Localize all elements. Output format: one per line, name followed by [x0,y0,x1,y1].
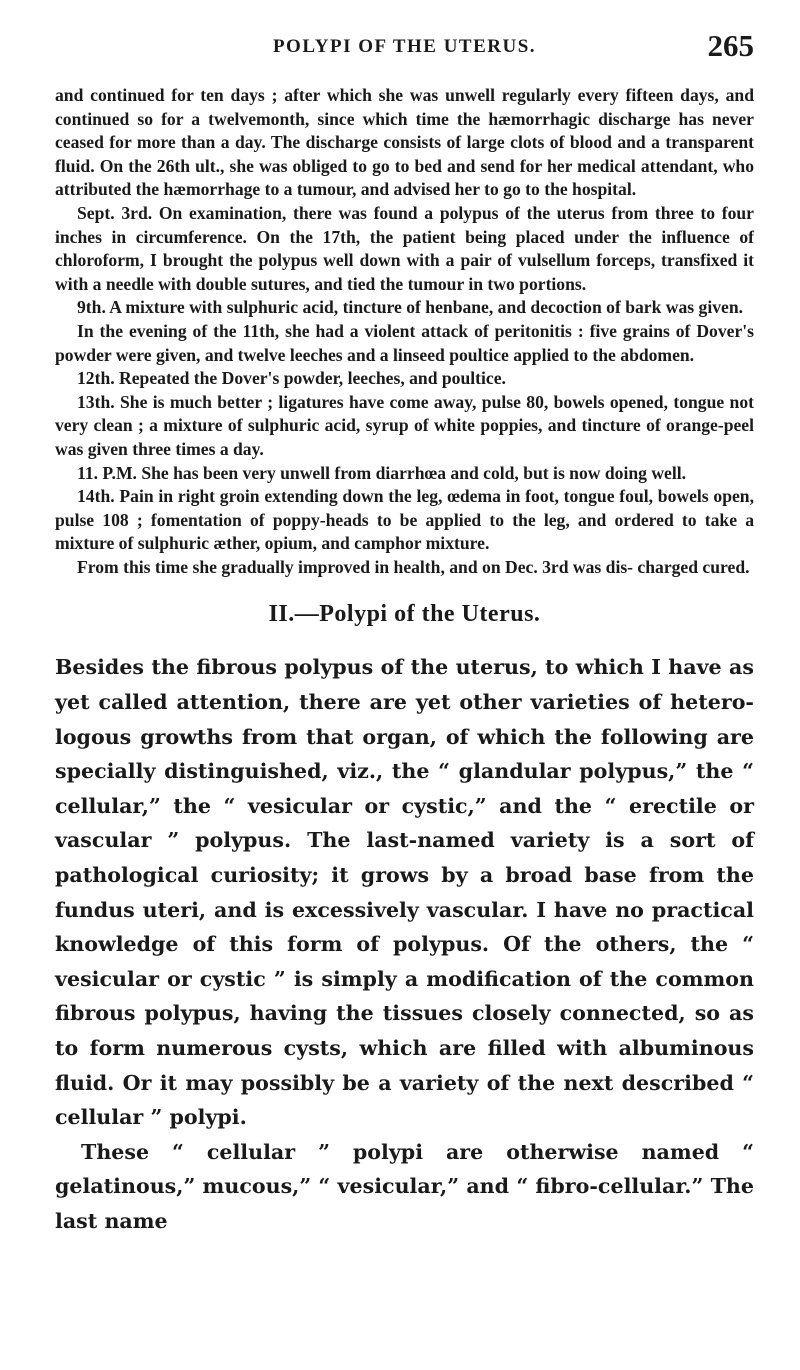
section-heading: II.—Polypi of the Uterus. [268,601,541,628]
section-body [55,650,754,1238]
case-paragraph: 14th. Pain in right groin extending down the leg, œdema in foot, tongue foul, bowels open, pulse 108 ; fomentation of poppy-heads to be applied to the leg, and ordered to take a mixture of sulphuric æther, opium, and camphor mixture. [55,486,754,554]
running-title: POLYPI OF THE UTERUS. [272,36,537,57]
case-paragraph: and continued for ten days ; after which she was unwell regularly every fifteen days, and continued so for a twelvemonth, since which time the hæmorrhagic discharge has never ceased for more than a day. The discharge consists of large clots of blood and a transparent fluid. On the 26th ult., she was obliged to go to bed and send for her medical attendant, who attributed the hæmorrhage to a tumour, and advised her to go to the hospital. [55,85,754,200]
case-notes [55,84,754,579]
case-paragraph: 13th. She is much better ; ligatures have come away, pulse 80, bowels opened, tongue not very clean ; a mixture of sulphuric acid, syrup of white poppies, and tincture of orange-peel was given three times a day. [55,391,754,459]
case-paragraph: 11. P.M. She has been very unwell from diarrhœa and cold, but is now doing well. [77,462,687,483]
body-paragraph: Besides the fibrous polypus of the uterus, to which I have as yet called attention, there are yet other varieties of hetero- logous growths from that organ, of which the following are specially distinguished, viz., the “ glandular polypus,” the “ cellular,” the “ vesicular or cystic,” and the “ erectile or vascular ” polypus. The last-named variety is a sort of pathological curiosity; it grows by a broad base from the fundus uteri, and is excessively vascular. I have no practical knowledge of this form of polypus. Of the others, the “ vesicular or cystic ” is simply a modification of the common fibrous polypus, having the tissues closely connected, so as to form numerous cysts, which are filled with albuminous fluid. Or it may possibly be a variety of the next described “ cellular ” polypi. [55,655,754,1130]
page-number: 265 [707,28,754,63]
body-paragraph: These “ cellular ” polypi are otherwise named “ gelatinous,” mucous,” “ vesicular,” and “ fibro-cellular.” The last name [55,1139,754,1233]
case-paragraph: 12th. Repeated the Dover's powder, leeches, and poultice. [77,368,506,389]
running-head [55,26,754,70]
case-paragraph: From this time she gradually improved in health, and on Dec. 3rd was dis- charged cured. [77,556,750,577]
case-paragraph: In the evening of the 11th, she had a violent attack of peritonitis : five grains of Dover's powder were given, and twelve leeches and a linseed poultice applied to the abdomen. [55,320,754,365]
case-paragraph: 9th. A mixture with sulphuric acid, tincture of henbane, and decoction of bark was given. [77,297,744,318]
case-paragraph: Sept. 3rd. On examination, there was found a polypus of the uterus from three to four inches in circumference. On the 17th, the patient being placed under the influence of chloroform, I brought the polypus well down with a pair of vulsellum forceps, transfixed it with a needle with double sutures, and tied the tumour in two portions. [55,202,754,294]
